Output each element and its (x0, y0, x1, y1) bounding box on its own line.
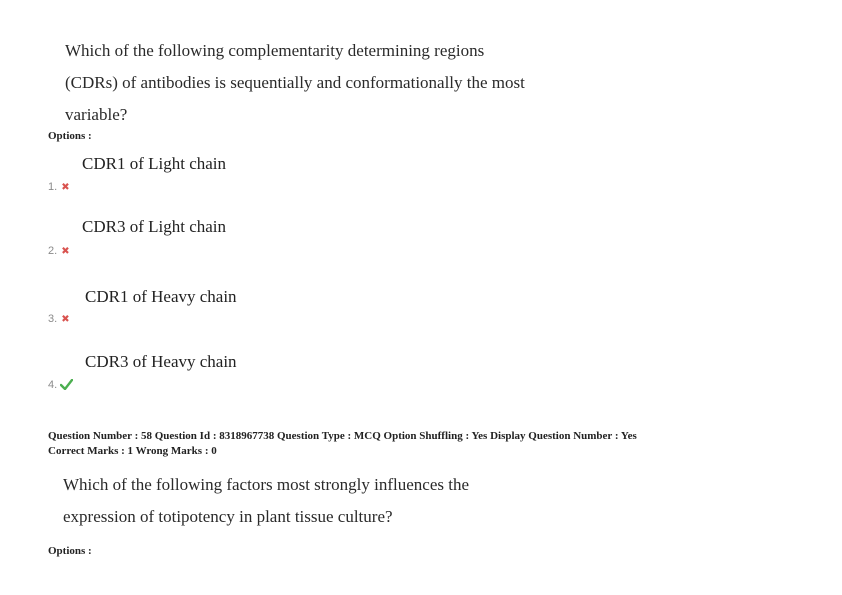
question-58-text-line-2: expression of totipotency in plant tissue culture? (63, 507, 393, 526)
wrong-mark-icon: ✖ (61, 314, 70, 325)
options-label: Options : (48, 130, 92, 142)
option-2-number: 2. (48, 245, 58, 257)
option-2 (48, 241, 70, 259)
option-3-number: 3. (48, 313, 58, 325)
options-label: Options : (48, 545, 92, 557)
question-58-text-line-1: Which of the following factors most strongly influences the (63, 475, 470, 494)
option-4 (48, 375, 73, 393)
question-text-line-3: variable? (65, 105, 128, 124)
option-4-number: 4. (48, 379, 58, 391)
option-2-text: CDR3 of Light chain (82, 217, 227, 236)
option-4-text: CDR3 of Heavy chain (85, 352, 237, 371)
wrong-mark-icon: ✖ (61, 246, 70, 257)
question-text-line-1: Which of the following complementarity determining regions (65, 41, 485, 60)
question-meta-line-1: Question Number : 58 Question Id : 8318967738 Question Type : MCQ Option Shuffling : Yes Display Question Number : Yes (48, 430, 637, 442)
correct-check-icon (60, 379, 73, 390)
question-text-line-2: (CDRs) of antibodies is sequentially and conformationally the most (65, 73, 525, 92)
option-3 (48, 309, 70, 327)
question-meta-line-2: Correct Marks : 1 Wrong Marks : 0 (48, 445, 217, 457)
option-1-text: CDR1 of Light chain (82, 154, 227, 173)
wrong-mark-icon: ✖ (61, 182, 70, 193)
option-1 (48, 177, 70, 195)
option-3-text: CDR1 of Heavy chain (85, 287, 237, 306)
option-1-number: 1. (48, 181, 58, 193)
